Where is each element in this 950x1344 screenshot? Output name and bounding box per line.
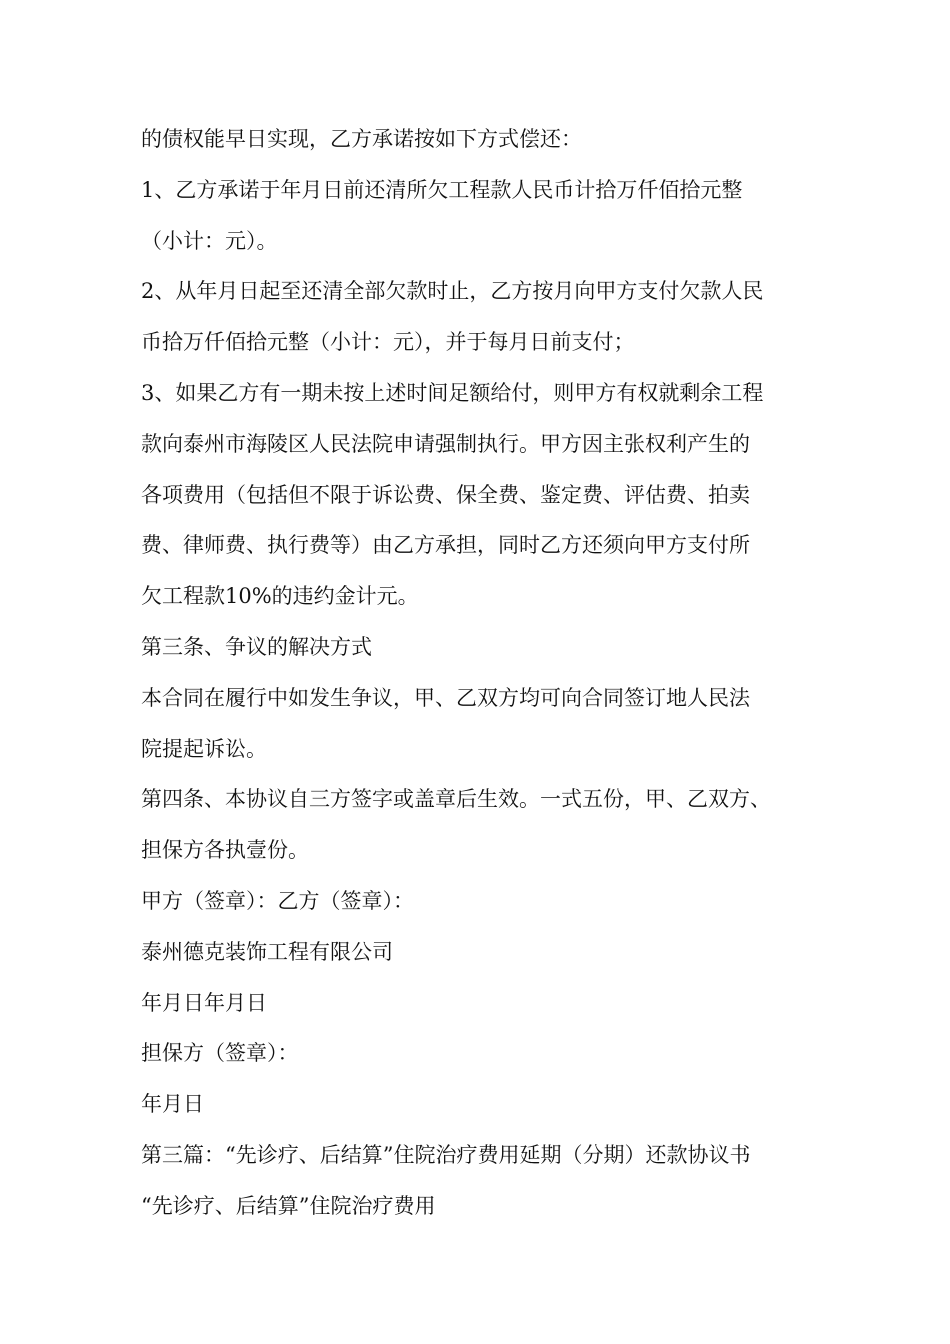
signature-party-labels: 甲方（签章）：乙方（签章）：	[141, 888, 414, 913]
text-line-04: 2、从年月日起至还清全部欠款时止，乙方按月向甲方支付欠款人民	[141, 279, 764, 304]
signature-date-pair: 年月日年月日	[141, 990, 267, 1015]
chapter-heading-3: 第三篇：“先诊疗、后结算”住院治疗费用延期（分期）还款协议书	[141, 1142, 751, 1167]
text-line-10: 欠工程款10%的违约金计元。	[141, 584, 419, 609]
text-line-12: 本合同在履行中如发生争议，甲、乙双方均可向合同签订地人民法	[141, 685, 750, 710]
text-line-22: “先诊疗、后结算”住院治疗费用	[141, 1193, 436, 1218]
section-heading-article-3: 第三条、争议的解决方式	[141, 634, 372, 659]
text-line-07: 款向泰州市海陵区人民法院申请强制执行。甲方因主张权利产生的	[141, 431, 750, 456]
text-line-13: 院提起诉讼。	[141, 736, 267, 761]
text-line-15: 担保方各执壹份。	[141, 838, 309, 863]
text-line-05: 币拾万仟佰拾元整（小计：元），并于每月日前支付；	[141, 330, 635, 355]
text-line-02: 1、乙方承诺于年月日前还清所欠工程款人民币计拾万仟佰拾元整	[141, 177, 743, 202]
guarantor-date: 年月日	[141, 1092, 204, 1117]
section-heading-article-4: 第四条、本协议自三方签字或盖章后生效。一式五份，甲、乙双方、	[141, 787, 771, 812]
company-name: 泰州德克装饰工程有限公司	[141, 939, 393, 964]
text-line-01: 的债权能早日实现，乙方承诺按如下方式偿还：	[141, 127, 582, 151]
text-line-08: 各项费用（包括但不限于诉讼费、保全费、鉴定费、评估费、拍卖	[141, 482, 750, 507]
guarantor-signature-label: 担保方（签章）：	[141, 1041, 299, 1066]
text-line-09: 费、律师费、执行费等）由乙方承担，同时乙方还须向甲方支付所	[141, 533, 750, 558]
text-line-03: （小计：元）。	[141, 228, 278, 253]
document-body	[141, 114, 821, 1232]
text-line-06: 3、如果乙方有一期未按上述时间足额给付，则甲方有权就剩余工程	[141, 380, 764, 405]
